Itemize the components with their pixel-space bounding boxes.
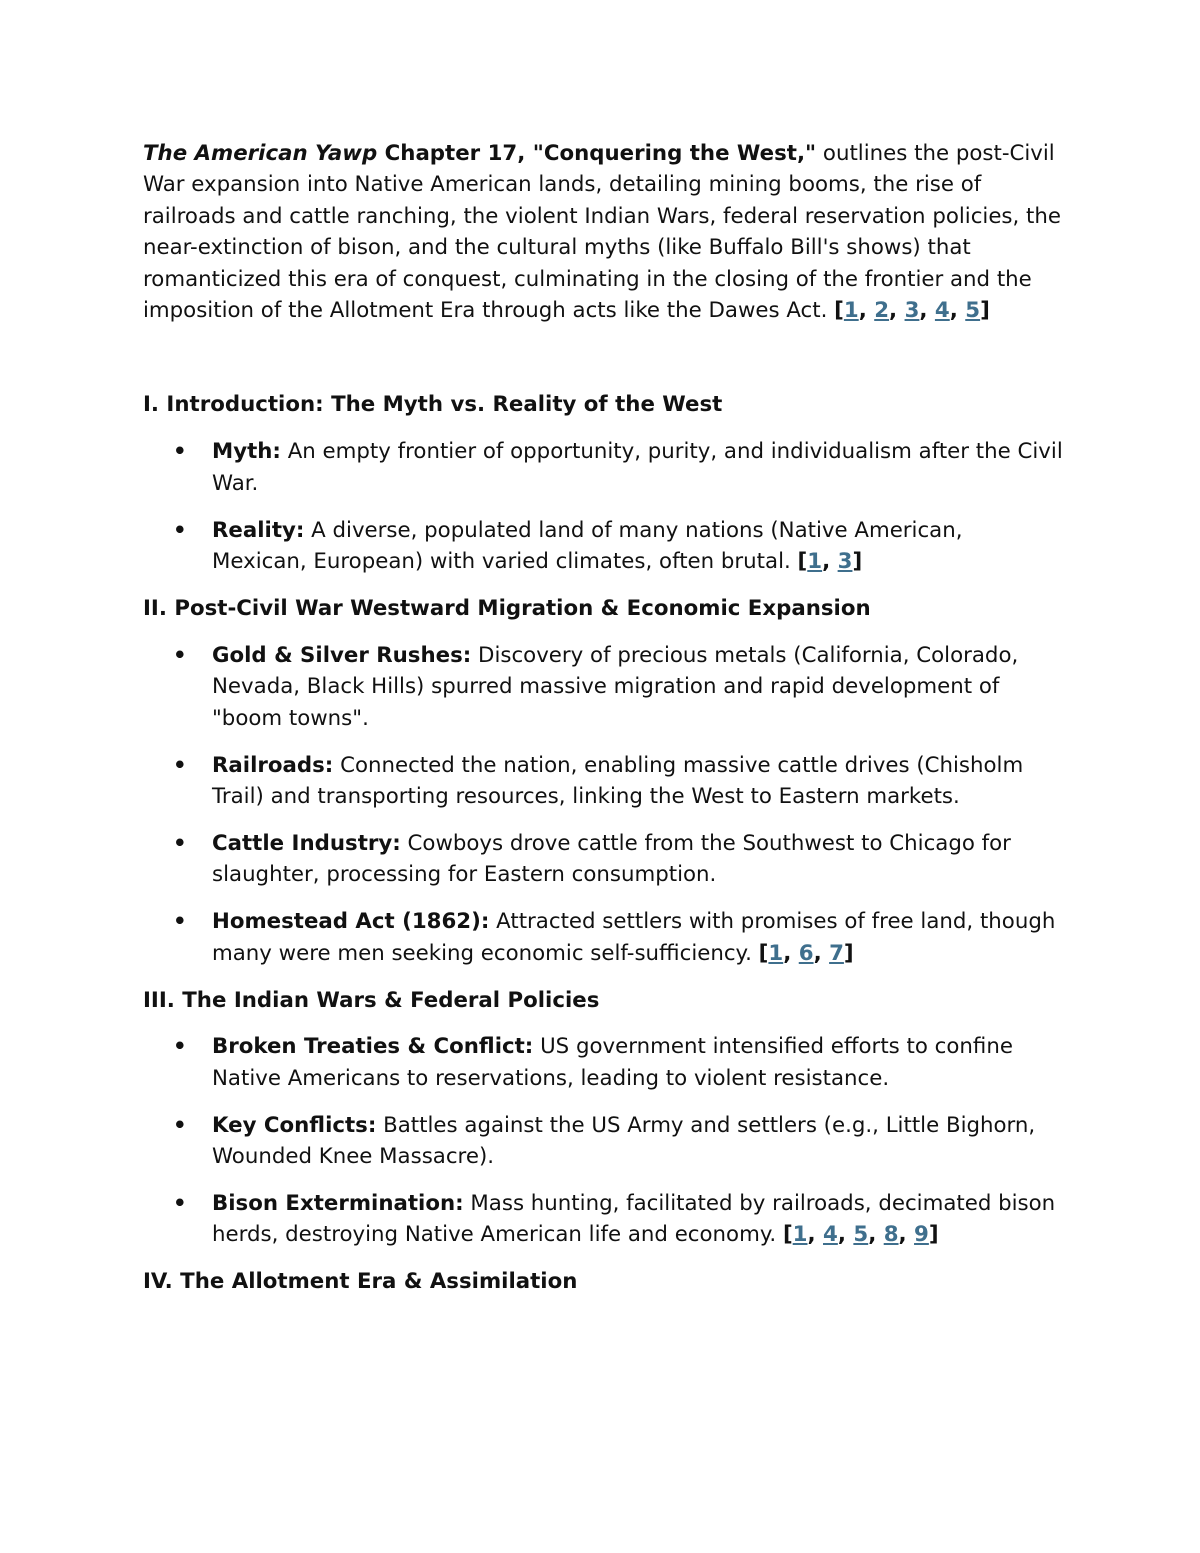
- bullet-icon: •: [173, 439, 187, 465]
- citation-link[interactable]: 9: [914, 1222, 929, 1248]
- section-heading: II. Post-Civil War Westward Migration & Economic Expansion: [143, 595, 871, 621]
- citation-link[interactable]: 2: [874, 298, 890, 324]
- outline-section: [143, 985, 1063, 1251]
- item-label: Homestead Act (1862):: [212, 909, 490, 935]
- bullet-icon: •: [173, 1112, 187, 1138]
- list-item: [143, 436, 1063, 499]
- citation-link[interactable]: 5: [853, 1222, 869, 1248]
- list-item: [143, 750, 1063, 813]
- item-text: Discovery of precious metals (California, Colorado, Nevada, Black Hills) spurred massive migration and rapid development of "boom towns".: [212, 642, 1019, 731]
- bullet-icon: •: [173, 909, 187, 935]
- item-citations: [1, 6, 7]: [758, 940, 854, 966]
- list-item: [143, 515, 1063, 578]
- spacer: [143, 326, 1063, 389]
- citation-link[interactable]: 1: [792, 1222, 808, 1248]
- list-item: [143, 1188, 1063, 1251]
- intro-citations: [1, 2, 3, 4, 5]: [834, 298, 990, 324]
- item-citations: [1, 4, 5, 8, 9]: [782, 1222, 939, 1248]
- list-item: [143, 906, 1063, 969]
- item-text: Cowboys drove cattle from the Southwest to Chicago for slaughter, processing for Eastern consumption.: [212, 830, 1011, 888]
- sections-container: [143, 389, 1063, 1297]
- item-text: Attracted settlers with promises of free land, though many were men seeking economic self-sufficiency.: [212, 909, 1056, 966]
- citation-link[interactable]: 1: [807, 549, 823, 575]
- item-text: Mass hunting, facilitated by railroads, decimated bison herds, destroying Native American life and economy.: [212, 1191, 1056, 1248]
- section-heading: I. Introduction: The Myth vs. Reality of the West: [143, 392, 723, 418]
- bullet-icon: •: [173, 752, 187, 778]
- outline-section: [143, 389, 1063, 577]
- section-heading: III. The Indian Wars & Federal Policies: [143, 987, 600, 1013]
- item-label: Gold & Silver Rushes:: [212, 642, 472, 668]
- citation-link[interactable]: 4: [934, 298, 950, 324]
- list-item: [143, 828, 1063, 891]
- book-title: The American Yawp: [143, 141, 378, 166]
- bullet-icon: •: [173, 830, 187, 856]
- citation-link[interactable]: 1: [843, 298, 859, 324]
- intro-text: outlines the post-Civil War expansion into Native American lands, detailing mining booms, the rise of railroads and cattle ranching, the violent Indian Wars, federal reservation policies, the near-extinction of bison, and the cultural myths (like Buffalo Bill's shows) that romanticized this era of conquest, culminating in the closing of the frontier and the imposition of the Allotment Era through acts like the Dawes Act.: [143, 141, 1062, 324]
- item-label: Cattle Industry:: [212, 830, 401, 856]
- item-text: US government intensified efforts to confine Native Americans to reservations, leading to violent resistance.: [212, 1034, 1013, 1091]
- citation-link[interactable]: 4: [823, 1222, 838, 1248]
- citation-link[interactable]: 7: [829, 940, 844, 966]
- bullet-list: [143, 436, 1063, 577]
- list-item: [143, 1031, 1063, 1094]
- item-label: Railroads:: [212, 752, 334, 778]
- citation-link[interactable]: 3: [904, 298, 920, 324]
- item-text: An empty frontier of opportunity, purity, and individualism after the Civil War.: [212, 439, 1063, 496]
- intro-paragraph: [143, 138, 1063, 326]
- item-label: Reality:: [212, 517, 305, 543]
- item-label: Key Conflicts:: [212, 1112, 377, 1138]
- citation-link[interactable]: 3: [837, 549, 853, 575]
- citation-link[interactable]: 1: [768, 940, 784, 966]
- item-label: Myth:: [212, 439, 281, 465]
- bullet-icon: •: [173, 517, 187, 543]
- list-item: [143, 640, 1063, 734]
- chapter-title: Chapter 17, "Conquering the West,": [377, 141, 817, 166]
- outline-section: [143, 593, 1063, 969]
- item-citations: [1, 3]: [797, 549, 863, 575]
- bullet-list: [143, 640, 1063, 969]
- citation-link[interactable]: 8: [883, 1222, 899, 1248]
- item-text: Battles against the US Army and settlers (e.g., Little Bighorn, Wounded Knee Massacre).: [212, 1112, 1036, 1170]
- document-page: [143, 138, 1063, 1298]
- bullet-list: [143, 1031, 1063, 1250]
- citation-link[interactable]: 6: [798, 940, 814, 966]
- section-heading: IV. The Allotment Era & Assimilation: [143, 1269, 578, 1295]
- citation-link[interactable]: 5: [965, 298, 981, 324]
- bullet-icon: •: [173, 642, 187, 668]
- item-text: A diverse, populated land of many nations (Native American, Mexican, European) with varied climates, often brutal.: [212, 517, 963, 575]
- item-label: Bison Extermination:: [212, 1191, 464, 1217]
- outline-section: [143, 1266, 1063, 1297]
- list-item: [143, 1110, 1063, 1173]
- bullet-icon: •: [173, 1034, 187, 1060]
- bullet-icon: •: [173, 1191, 187, 1217]
- item-label: Broken Treaties & Conflict:: [212, 1034, 534, 1060]
- item-text: Connected the nation, enabling massive cattle drives (Chisholm Trail) and transporting resources, linking the West to Eastern markets.: [212, 752, 1024, 809]
